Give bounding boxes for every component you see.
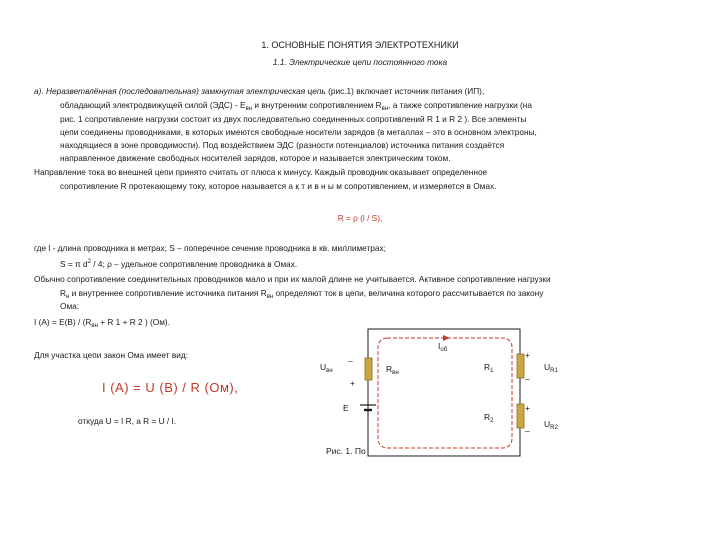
conn-2b: и внутреннее сопротивление источника питания R [69,288,267,298]
para-a-1: (рис.1) включает источник питания (ИП), [325,86,485,96]
label-r2: $R_2$ [484,412,494,424]
para-a-2-sub: вн [245,106,253,112]
current-formula-a: I (А) = Е(В) / (R [34,317,92,327]
sign-minus-internal: _ [348,352,353,362]
derived-formula [78,416,176,426]
para-a-4: цепи соединены проводниками, в которых имеются свободные носители зарядов (в металлах – это в основном электроны, [60,127,537,137]
conn-line-1 [34,274,551,284]
conn-2-sub2: вн [266,294,274,300]
ohm-formula [102,381,238,395]
page-subtitle-text: 1.1. Электрические цепи постоянного тока [272,57,448,67]
sign-plus-r2: + [525,403,530,413]
internal-resistor [365,358,372,380]
para-b-2: сопротивление R протекающему току, которое называется а к т и в н ы м сопротивлением, и измеряется в Омах. [60,181,497,191]
para-a-2b: и внутренним сопротивлением R [252,100,382,110]
para-a-line-3 [60,114,526,124]
ohm-formula-text: I (А) = U (В) / R (Ом), [102,380,239,395]
sign-minus-r1: _ [525,370,530,380]
conn-1: Обычно сопротивление соединительных проводников мало и при их малой длине не учитывается. Активное сопротивление нагрузки [34,274,551,284]
sign-plus-r1: + [525,350,530,360]
conn-line-2 [60,288,543,302]
ohm-intro-text: Для участка цепи закон Ома имеет вид: [34,350,189,360]
resistance-formula-text: R = ρ (l / S), [337,213,383,223]
label-ur1: $U_{R1}$ [544,362,558,374]
load-resistor-r2 [517,404,524,428]
conn-2-sub: н [66,294,70,300]
label-r-internal: $R_{вн}$ [386,364,399,376]
para-a-5: находящиеся в зоне проводимости). Под воздействием ЭДС (разности потенциалов) источника питания создаётся [60,140,505,150]
where-2a: S = π d [60,258,88,269]
conn-2c: определяют ток в цепи, величина которого рассчитывается по закону [273,288,544,298]
derived-formula-text: откуда U = I R, а R = U / I. [78,416,177,426]
label-current: $I_{об}$ [438,341,448,353]
where-line-1 [34,243,386,253]
para-a-6: направленное движение свободных носителей зарядов, которое и называется электрическим током. [60,153,451,163]
conn-line-3 [60,301,79,311]
circuit-diagram [300,318,600,468]
current-arrow-icon [443,335,450,341]
para-a-line-5 [60,140,504,150]
para-a-line-1 [34,86,484,96]
where-2b: / 4; ρ – удельное сопротивление проводника в Омах. [90,258,298,269]
para-a-line-6 [60,153,451,163]
label-r1: $R_1$ [484,362,494,374]
current-loop [378,338,512,448]
current-formula-sub: вн [91,323,98,329]
para-a-2: обладающий электродвижущей силой (ЭДС) - Е [60,100,246,110]
figure-caption: Рис. 1. По [326,446,366,456]
label-u-internal: $U_{вн}$ [320,362,333,374]
conn-3: Ома: [60,301,80,311]
where-1: где l - длина проводника в метрах; S – поперечное сечение проводника в кв. миллиметрах; [34,243,386,253]
para-a-line-2 [60,100,532,114]
para-b-1: Направление тока во внешней цепи принято считать от плюса к минусу. Каждый проводник оказывает определенное [34,167,488,177]
page-title [0,40,720,50]
label-ur2: $U_{R2}$ [544,419,558,431]
label-emf: E [343,403,349,413]
current-formula [34,317,170,331]
para-a-3: рис. 1 сопротивление нагрузки состоит из двух последовательно соединенных сопротивлений R 1 и R 2 ). Все элементы [60,114,527,124]
resistance-formula [0,213,720,223]
ohm-intro [34,350,188,360]
para-a-lead: а). Неразветвлённая (последовательная) замкнутая электрическая цепь [34,86,326,96]
sign-plus-internal: + [350,378,355,388]
current-formula-b: + R 1 + R 2 ) (Ом). [97,317,171,327]
page-title-text: 1. ОСНОВНЫЕ ПОНЯТИЯ ЭЛЕКТРОТЕХНИКИ [261,40,459,50]
where-line-2 [60,257,297,269]
conn-2a: R [60,288,66,298]
sign-minus-r2: _ [525,422,530,432]
para-b-line-2 [60,181,497,191]
load-resistor-r1 [517,354,524,378]
para-a-2b-sub: вн [381,106,389,112]
para-a-2c: , а также сопротивление нагрузки (на [388,100,532,110]
para-a-line-4 [60,127,537,137]
where-2-sup: 2 [87,259,91,265]
para-b-line-1 [34,167,487,177]
page-subtitle [0,57,720,67]
